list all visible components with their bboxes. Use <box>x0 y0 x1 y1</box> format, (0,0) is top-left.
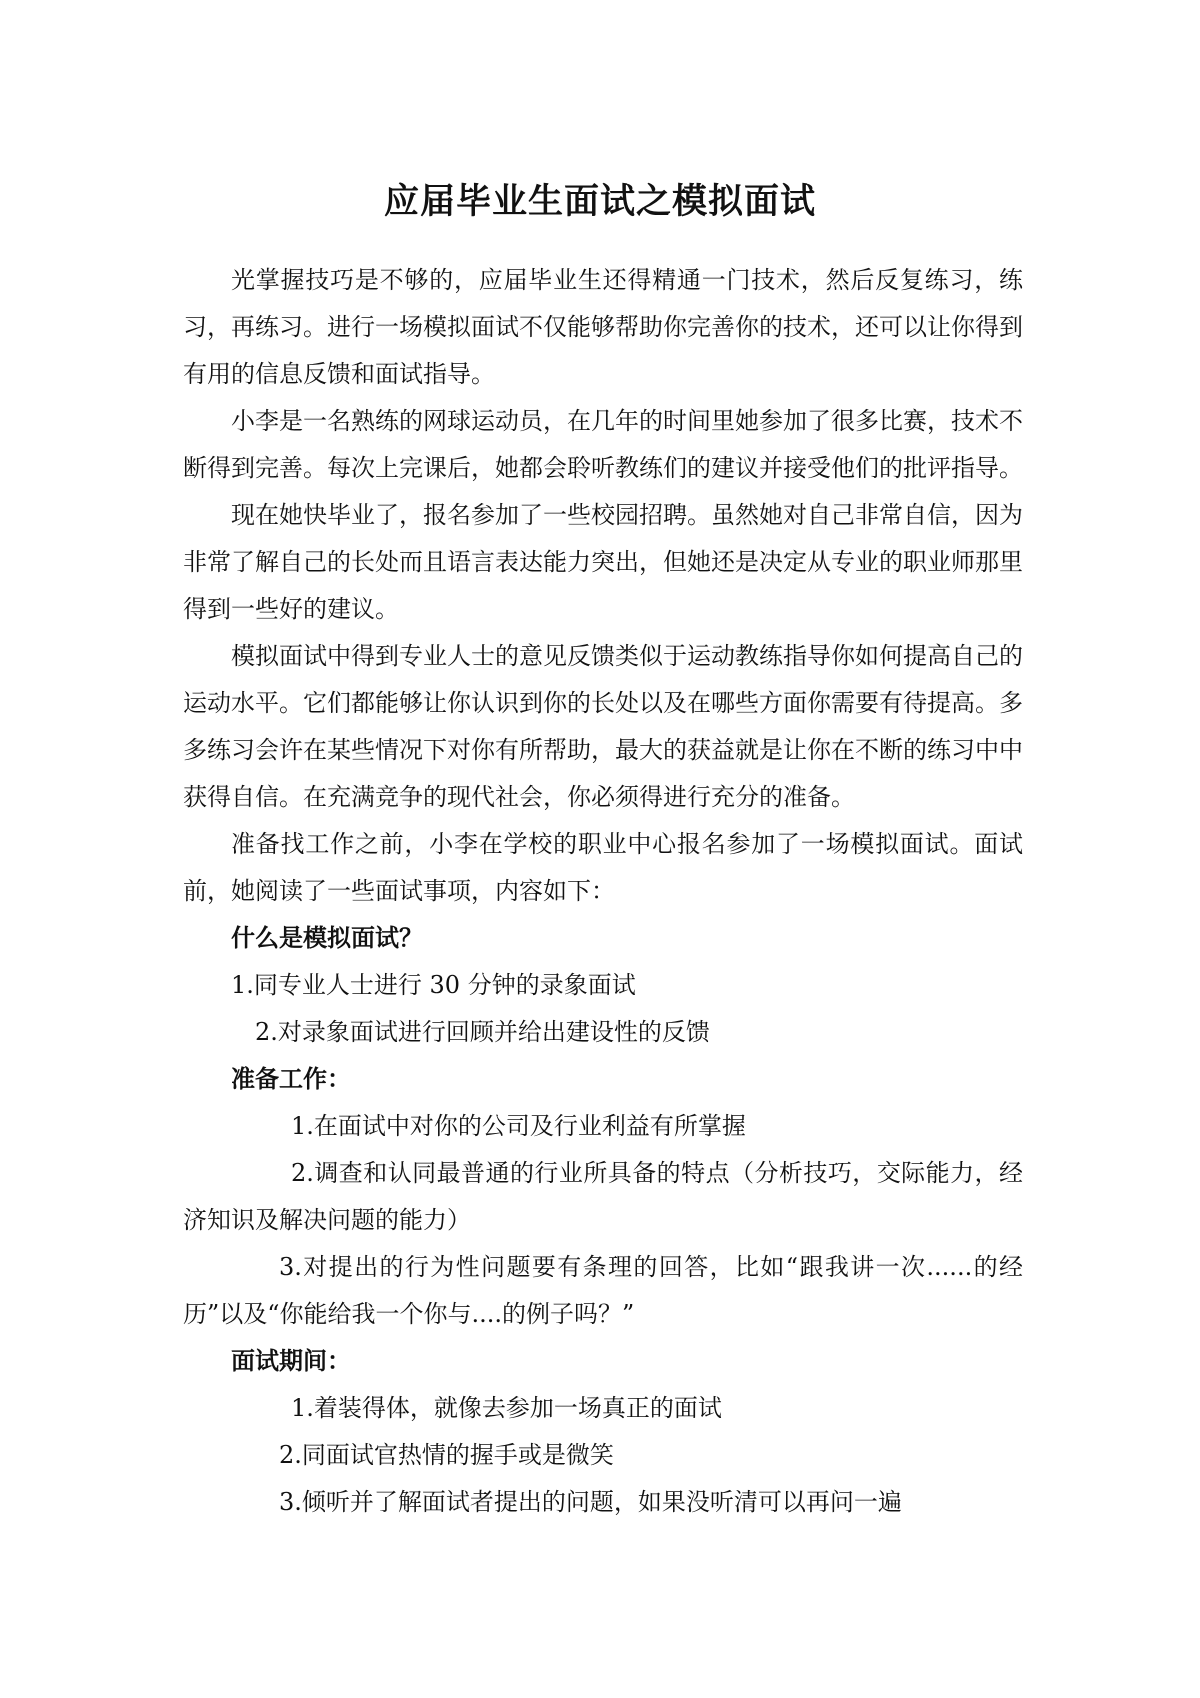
paragraph: 现在她快毕业了，报名参加了一些校园招聘。虽然她对自己非常自信，因为非常了解自己的长处而且语言表达能力突出，但她还是决定从专业的职业师那里得到一些好的建议。 <box>183 501 1023 623</box>
list-item: 2.同面试官热情的握手或是微笑 <box>279 1441 614 1469</box>
section-heading-what: 什么是模拟面试？ <box>231 924 423 952</box>
list-item: 1.着装得体，就像去参加一场真正的面试 <box>291 1394 722 1422</box>
paragraph: 准备找工作之前，小李在学校的职业中心报名参加了一场模拟面试。面试前，她阅读了一些面试事项，内容如下： <box>183 830 1023 905</box>
list-item: 1.同专业人士进行 30 分钟的录象面试 <box>231 971 636 999</box>
list-item: 2.对录象面试进行回顾并给出建设性的反馈 <box>255 1018 710 1046</box>
section-heading-during: 面试期间： <box>231 1347 351 1375</box>
document-body <box>183 257 1023 1526</box>
list-item: 3.对提出的行为性问题要有条理的回答，比如“跟我讲一次......的经历”以及“你能给我一个你与....的例子吗？” <box>183 1253 1023 1328</box>
section-heading-prep: 准备工作： <box>231 1065 351 1093</box>
document-title: 应届毕业生面试之模拟面试 <box>383 182 816 222</box>
paragraph: 模拟面试中得到专业人士的意见反馈类似于运动教练指导你如何提高自己的运动水平。它们都能够让你认识到你的长处以及在哪些方面你需要有待提高。多多练习会许在某些情况下对你有所帮助，最大的获益就是让你在不断的练习中中获得自信。在充满竞争的现代社会，你必须得进行充分的准备。 <box>183 642 1023 811</box>
list-item: 2.调查和认同最普通的行业所具备的特点（分析技巧，交际能力，经济知识及解决问题的能力） <box>183 1159 1023 1234</box>
list-item: 3.倾听并了解面试者提出的问题，如果没听清可以再问一遍 <box>279 1488 902 1516</box>
paragraph: 小李是一名熟练的网球运动员，在几年的时间里她参加了很多比赛，技术不断得到完善。每次上完课后，她都会聆听教练们的建议并接受他们的批评指导。 <box>183 407 1023 482</box>
list-item: 1.在面试中对你的公司及行业利益有所掌握 <box>291 1112 746 1140</box>
paragraph: 光掌握技巧是不够的，应届毕业生还得精通一门技术，然后反复练习，练习，再练习。进行一场模拟面试不仅能够帮助你完善你的技术，还可以让你得到有用的信息反馈和面试指导。 <box>183 266 1023 388</box>
